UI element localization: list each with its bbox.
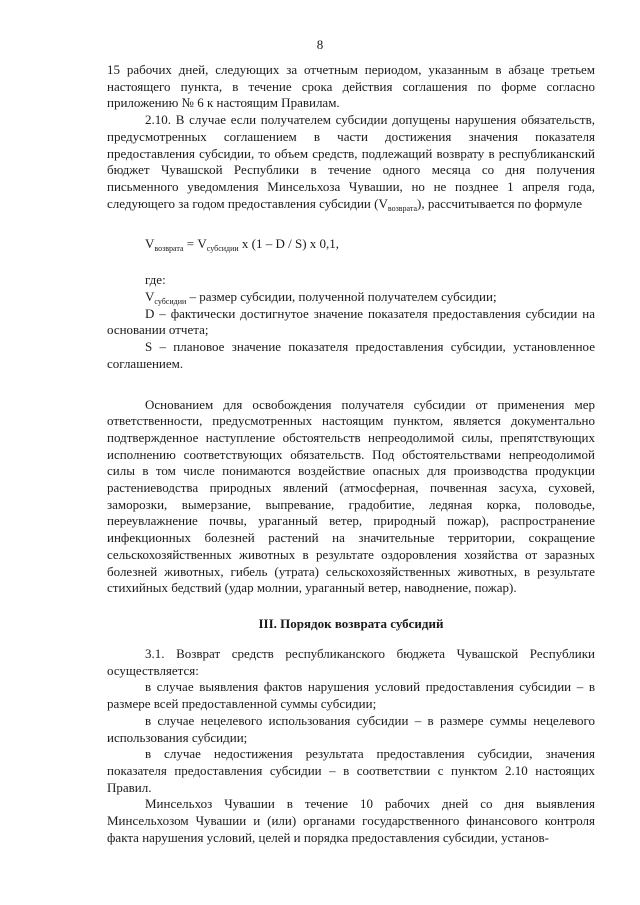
- section-heading: III. Порядок возврата субсидий: [258, 615, 444, 631]
- document-body: [107, 62, 595, 846]
- formula-rhs-subscript: субсидии: [206, 244, 239, 254]
- definition-v-symbol: V: [145, 289, 155, 305]
- symbol-v-vozvrata: [378, 196, 417, 211]
- formula: [145, 235, 595, 252]
- paragraph-release: Основанием для освобождения получателя субсидии от применения мер ответственности, предусмотренных настоящим пунктом, является документально подтвержденное наступление обстоятельств непреодолимой силы, препятствующих исполнению соответствующих обязательств. Под обстоятельствами непреодолимой силы в том числе понимаются воздействие опасных для производства продукции растениеводства природных явлений (атмосферная, почвенная засуха, суховей, заморозки, вымерзание, выпревание, градобитие, ледяная корка, половодье, переувлажнение почвы, ураганный ветер, природный пожар), распространение инфекционных болезней растений на значительные территории, сокращение сельскохозяйственных животных в результате оздоровления хозяйства от заразных болезней животных, гибель (утрата) сельскохозяйственных животных, в результате стихийных бедствий (удар молнии, ураганный ветер, наводнение, пожар).: [107, 396, 595, 596]
- definition-v-subscript: субсидии: [154, 297, 187, 307]
- formula-lhs-v: V: [145, 236, 155, 252]
- subscript-vozvrata: возврата: [387, 203, 418, 213]
- where-label: где:: [145, 272, 166, 288]
- list-item-case-2: в случае нецелевого использования субсидии – в размере суммы нецелевого использования субсидии;: [107, 712, 595, 745]
- paragraph-2-10-text: 2.10. В случае если получателем субсидии допущены нарушения обязательств, предусмотренных соглашением в части достижения значения показателя предоставления субсидии, то объем средств, подлежащий возврату в республиканский бюджет Чувашской Республики в течение одного месяца со дня получения письменного уведомления Минсельхоза Чувашии, но не позднее 1 апреля года, следующего за годом предоставления субсидии (: [107, 112, 595, 211]
- paragraph-last: Минсельхоз Чувашии в течение 10 рабочих дней со дня выявления Минсельхозом Чувашии и (или) органами государственного финансового контроля факта нарушения условий, целей и порядка предоставления субсидии, установ-: [107, 796, 595, 845]
- paragraph-continued: 15 рабочих дней, следующих за отчетным периодом, указанным в абзаце третьем настоящего пункта, в течение срока действия соглашения по форме согласно приложению № 6 к настоящим Правилам.: [107, 62, 595, 111]
- formula-lhs-subscript: возврата: [154, 244, 184, 254]
- paragraph-2-10: [107, 112, 595, 212]
- definition-s: S – плановое значение показателя предоставления субсидии, установленное соглашением.: [107, 339, 595, 371]
- definition-v: [107, 289, 595, 306]
- list-item-case-3: в случае недостижения результата предоставления субсидии, значения показателя предоставления субсидии – в соответствии с пунктом 2.10 настоящих Правил.: [107, 746, 595, 795]
- paragraph-3-1: 3.1. Возврат средств республиканского бюджета Чувашской Республики осуществляется:: [107, 645, 595, 678]
- page-number: 8: [316, 37, 324, 52]
- definition-v-text: – размер субсидии, полученной получателем субсидии;: [186, 289, 497, 305]
- list-item-case-1: в случае выявления фактов нарушения условий предоставления субсидии – в размере всей предоставленной суммы субсидии;: [107, 679, 595, 712]
- formula-equals: =: [183, 236, 198, 252]
- definition-d: D – фактически достигнутое значение показателя предоставления субсидии на основании отчета;: [107, 305, 595, 338]
- paragraph-2-10-text-end: ), рассчитывается по формуле: [417, 195, 583, 211]
- formula-rhs-v: V: [197, 236, 207, 252]
- var-v: V: [378, 195, 388, 211]
- formula-rest: x (1 – D / S) x 0,1,: [238, 236, 340, 252]
- spacer: [107, 373, 595, 397]
